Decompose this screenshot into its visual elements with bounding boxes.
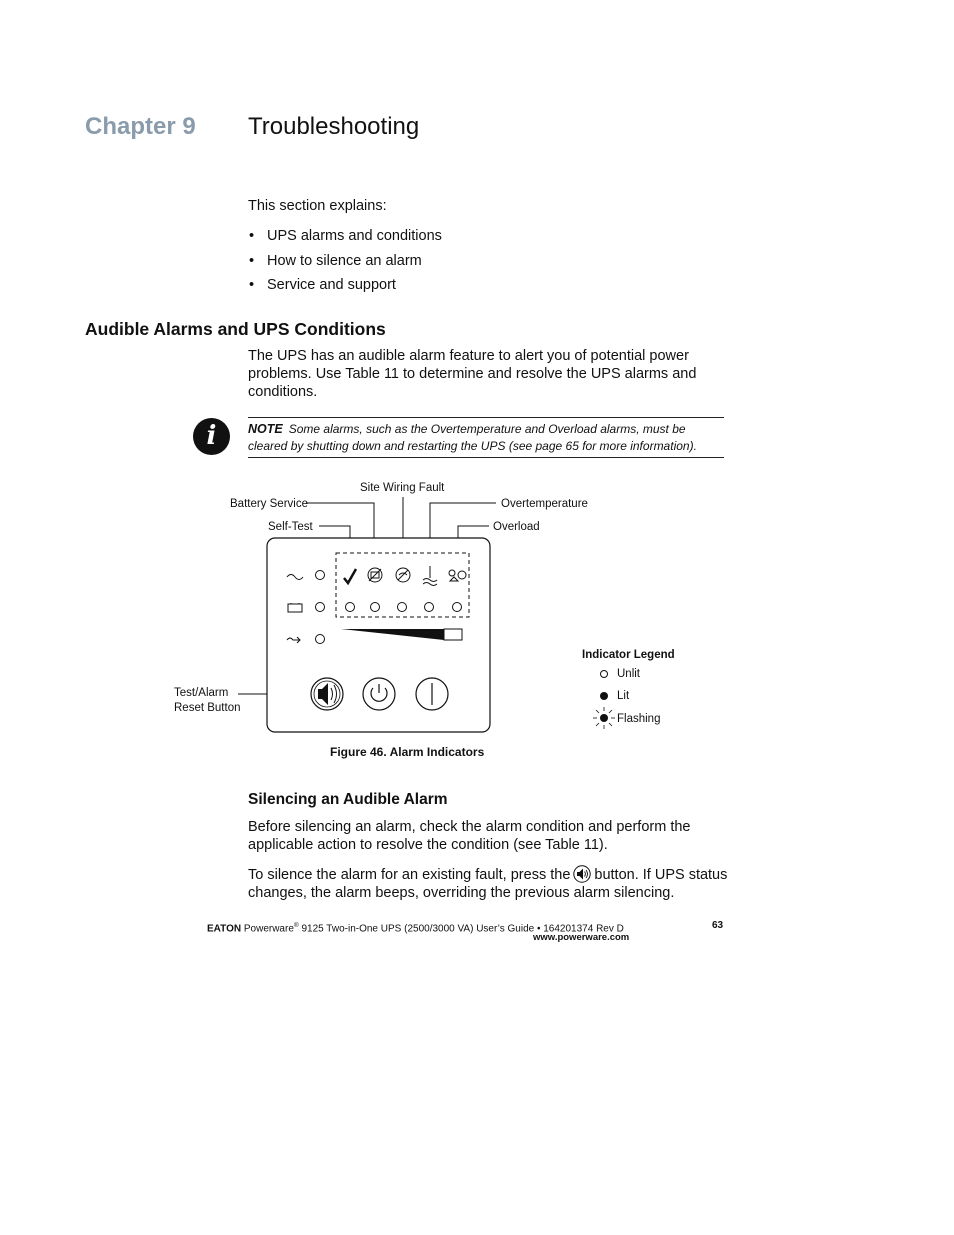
callout-test-alarm: Test/Alarm <box>174 687 229 699</box>
legend-lit-icon <box>600 692 608 700</box>
silencing-paragraph-2 <box>248 865 738 902</box>
footer-brand: EATON <box>207 923 242 935</box>
page-number: 63 <box>712 920 724 931</box>
legend-flashing: Flashing <box>617 713 661 725</box>
footer-product: Powerware <box>243 923 294 935</box>
silencing-text-before: To silence the alarm for an existing fault, press the <box>248 867 571 883</box>
callout-site-wiring-fault: Site Wiring Fault <box>360 482 445 494</box>
power-off-button[interactable] <box>416 678 448 710</box>
callout-overtemperature: Overtemperature <box>501 498 588 510</box>
callout-overload: Overload <box>493 521 540 533</box>
bullet-item: • Service and support <box>248 276 442 301</box>
alarm-indicators-figure <box>0 470 954 742</box>
figure-caption: Figure 46. Alarm Indicators <box>330 745 485 759</box>
note-body: Some alarms, such as the Overtemperature and Overload alarms, must be cleared by shutting down and restarting the UPS (see page 65 for more information). <box>248 422 697 453</box>
test-alarm-reset-button[interactable] <box>311 678 343 710</box>
footer-title: 9125 Two-in-One UPS (2500/3000 VA) User’s Guide • 164201374 Rev D <box>298 923 624 935</box>
intro-text: This section explains: <box>248 198 387 214</box>
speaker-icon <box>573 865 591 883</box>
note-box <box>248 417 724 458</box>
legend-unlit: Unlit <box>617 668 641 680</box>
legend-unlit-icon <box>601 671 608 678</box>
load-bar-graph-end <box>444 629 462 640</box>
chapter-label: Chapter 9 <box>85 113 196 140</box>
callout-self-test: Self-Test <box>268 521 313 533</box>
bullet-item: • UPS alarms and conditions <box>248 227 442 252</box>
callout-reset-button: Reset Button <box>174 702 241 714</box>
legend-flashing-icon <box>593 707 615 729</box>
power-on-button[interactable] <box>363 678 395 710</box>
note-label: NOTE <box>248 422 283 436</box>
chapter-title: Troubleshooting <box>248 113 420 140</box>
legend-lit: Lit <box>617 690 630 702</box>
sub-heading: Silencing an Audible Alarm <box>248 791 448 808</box>
footer-reg: ® <box>293 922 299 929</box>
bullet-item: • How to silence an alarm <box>248 252 442 277</box>
section-paragraph: The UPS has an audible alarm feature to alert you of potential power problems. Use Table 11 to determine and resolve the UPS alarms and conditions. <box>248 348 697 400</box>
footer-url[interactable]: www.powerware.com <box>533 932 630 943</box>
bullet-list <box>248 227 442 301</box>
legend-title: Indicator Legend <box>582 649 675 661</box>
note-text <box>248 421 728 455</box>
silencing-text-after: button. If UPS status changes, the alarm beeps, overriding the previous alarm silencing. <box>248 867 728 901</box>
callout-battery-service: Battery Service <box>230 498 308 510</box>
silencing-paragraph-1: Before silencing an alarm, check the alarm condition and perform the applicable action to resolve the condition (see Table 11). <box>248 819 691 853</box>
info-icon: i <box>193 418 230 455</box>
section-heading: Audible Alarms and UPS Conditions <box>85 319 386 339</box>
